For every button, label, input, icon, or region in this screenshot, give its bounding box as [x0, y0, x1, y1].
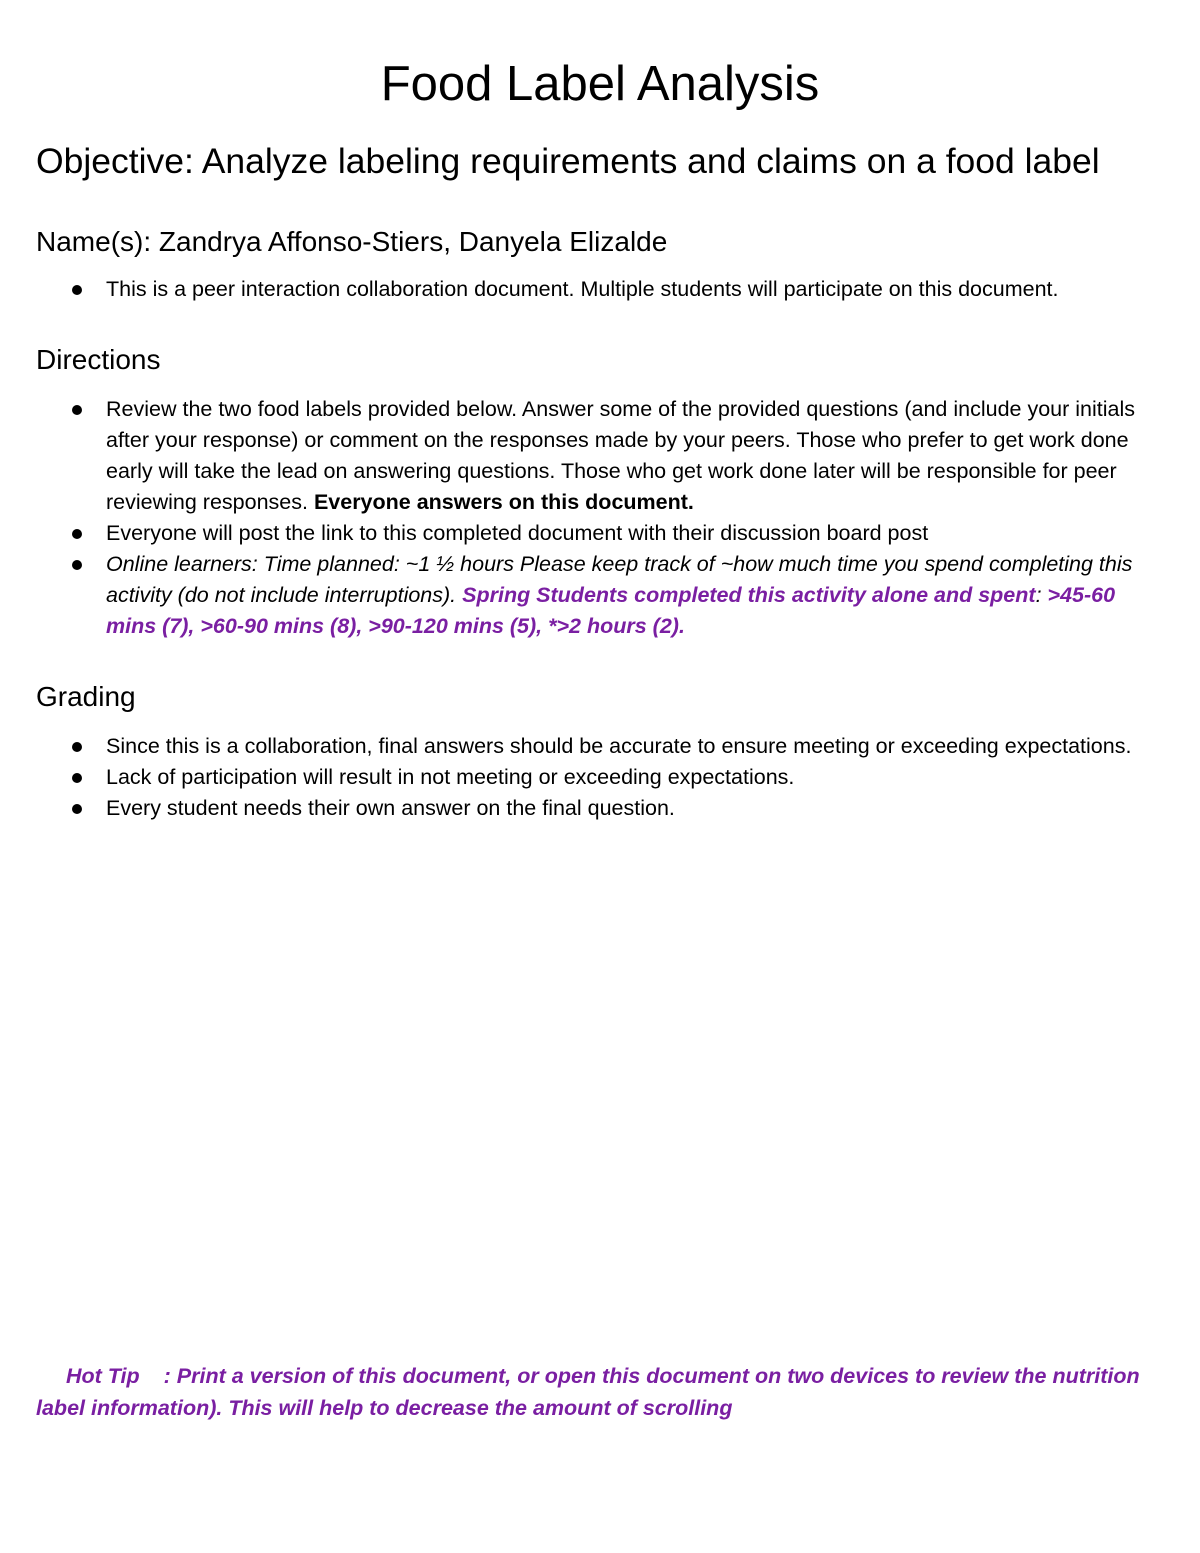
bullet-icon	[72, 285, 82, 295]
list-item	[36, 274, 1166, 305]
objective-heading: Objective: Analyze labeling requirements and claims on a food label	[36, 141, 1100, 181]
bullet-icon	[72, 742, 82, 752]
bullet-icon	[72, 804, 82, 814]
list-item	[36, 518, 1166, 549]
list-item	[36, 549, 1166, 642]
spring-students-colon: :	[1035, 583, 1048, 607]
grading-item-1: Since this is a collaboration, final answers should be accurate to ensure meeting or exceeding expectations.	[106, 734, 1132, 758]
directions-item-2-text: Everyone will post the link to this completed document with their discussion board post	[106, 521, 929, 545]
spring-students-times: >45-60 mins (7), >60-90 mins (8), >90-120 mins (5), *>2 hours (2).	[106, 583, 1116, 638]
grading-list	[36, 731, 1166, 824]
spring-students-note: Spring Students completed this activity alone and spent	[462, 583, 1036, 607]
intro-text: This is a peer interaction collaboration document. Multiple students will participate on this document.	[106, 277, 1059, 301]
grading-item-3: Every student needs their own answer on the final question.	[106, 796, 675, 820]
list-item	[36, 793, 1166, 824]
bullet-icon	[72, 560, 82, 570]
list-item	[36, 762, 1166, 793]
directions-list	[36, 394, 1166, 642]
directions-heading: Directions	[36, 344, 161, 375]
names-heading: Name(s): Zandrya Affonso-Stiers, Danyela Elizalde	[36, 226, 668, 257]
directions-item-3-italic: Online learners: Time planned: ~1 ½ hours Please keep track of ~how much time you spend completing this activity (do not include interruptions).	[106, 552, 1133, 607]
bullet-icon	[72, 773, 82, 783]
hot-tip	[36, 1360, 1166, 1424]
directions-item-1-bold: Everyone answers on this document.	[313, 490, 694, 514]
document-title: Food Label Analysis	[380, 57, 820, 111]
bullet-icon	[72, 405, 82, 415]
grading-heading: Grading	[36, 681, 136, 712]
directions-item-1-text: Review the two food labels provided below. Answer some of the provided questions (and include your initials after your response) or comment on the responses made by your peers. Those who prefer to get work done early will take the lead on answering questions. Those who get work done later will be responsible for peer reviewing responses.	[106, 397, 1136, 514]
intro-list	[36, 274, 1166, 305]
hot-tip-label: Hot Tip	[66, 1364, 140, 1388]
bullet-icon	[72, 529, 82, 539]
list-item	[36, 394, 1166, 518]
list-item	[36, 731, 1166, 762]
hot-tip-text: : Print a version of this document, or open this document on two devices to review the nutrition label information). This will help to decrease the amount of scrolling	[36, 1364, 1140, 1420]
grading-item-2: Lack of participation will result in not meeting or exceeding expectations.	[106, 765, 795, 789]
